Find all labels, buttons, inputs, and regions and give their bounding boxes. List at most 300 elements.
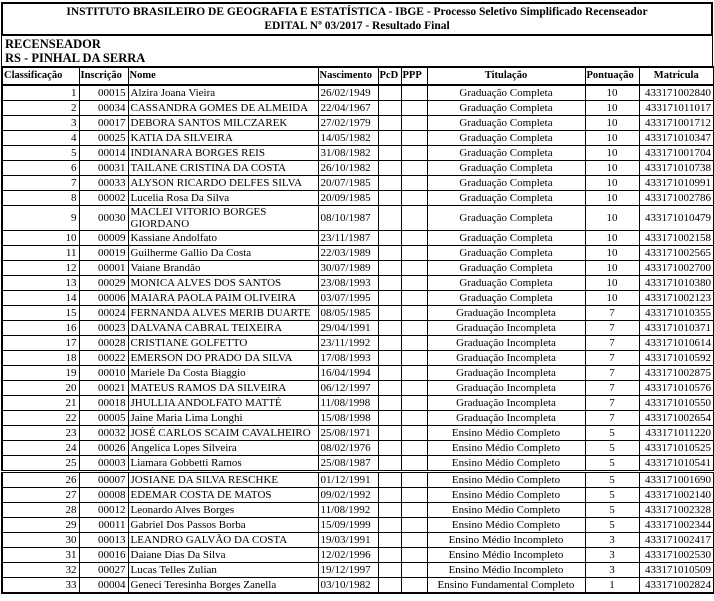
cell-classificacao: 18 [2,351,79,366]
cell-ppp [401,261,427,276]
cell-pontuacao: 3 [585,563,639,578]
cell-nome: Daiane Dias Da Silva [128,548,318,563]
table-row [2,366,714,381]
cell-titulacao: Graduação Completa [427,246,585,261]
table-row [2,291,714,306]
cell-pontuacao: 5 [585,456,639,472]
cell-matricula: 433171002344 [639,518,714,533]
cell-pontuacao: 10 [585,246,639,261]
cell-nome: EDEMAR COSTA DE MATOS [128,488,318,503]
cell-nascimento: 03/10/1982 [318,578,378,594]
cell-classificacao: 14 [2,291,79,306]
cell-inscricao: 00008 [79,488,128,503]
cell-ppp [401,503,427,518]
cell-pcd [378,411,401,426]
cell-classificacao: 7 [2,176,79,191]
cell-matricula: 433171001712 [639,116,714,131]
cell-matricula: 433171001704 [639,146,714,161]
table-row [2,472,714,488]
cell-ppp [401,291,427,306]
cell-pontuacao: 10 [585,261,639,276]
cell-classificacao: 2 [2,101,79,116]
cell-ppp [401,321,427,336]
cell-ppp [401,231,427,246]
cell-nascimento: 01/12/1991 [318,472,378,488]
cell-ppp [401,306,427,321]
cell-pontuacao: 7 [585,306,639,321]
cell-classificacao: 8 [2,191,79,206]
cell-inscricao: 00007 [79,472,128,488]
cell-pontuacao: 10 [585,146,639,161]
cell-pontuacao: 5 [585,518,639,533]
cell-classificacao: 17 [2,336,79,351]
cell-pcd [378,548,401,563]
cell-pcd [378,336,401,351]
cell-pontuacao: 10 [585,85,639,101]
cell-nome: Lucas Telles Zulian [128,563,318,578]
cell-ppp [401,366,427,381]
column-header-classificacao: Classificação [2,67,79,85]
cell-nascimento: 20/07/1985 [318,176,378,191]
cell-classificacao: 20 [2,381,79,396]
cell-pcd [378,456,401,472]
table-row [2,101,714,116]
table-row [2,131,714,146]
cell-classificacao: 26 [2,472,79,488]
cell-matricula: 433171010380 [639,276,714,291]
cell-pcd [378,231,401,246]
cell-ppp [401,411,427,426]
cell-pontuacao: 7 [585,336,639,351]
cell-inscricao: 00016 [79,548,128,563]
cell-pontuacao: 7 [585,321,639,336]
cell-pontuacao: 10 [585,176,639,191]
cell-classificacao: 12 [2,261,79,276]
cell-nome: DALVANA CABRAL TEIXEIRA [128,321,318,336]
cell-classificacao: 9 [2,206,79,231]
cell-nome: CASSANDRA GOMES DE ALMEIDA [128,101,318,116]
cell-ppp [401,472,427,488]
cell-inscricao: 00033 [79,176,128,191]
cell-titulacao: Graduação Completa [427,101,585,116]
table-row [2,206,714,231]
cell-pontuacao: 10 [585,116,639,131]
cell-nome: Gabriel Dos Passos Borba [128,518,318,533]
cell-nome: Guilherme Gallio Da Costa [128,246,318,261]
cell-matricula: 433171010550 [639,396,714,411]
document-page [1,2,713,594]
cell-titulacao: Graduação Completa [427,131,585,146]
cell-nascimento: 06/12/1997 [318,381,378,396]
cell-nome: EMERSON DO PRADO DA SILVA [128,351,318,366]
cell-ppp [401,116,427,131]
column-header-matricula: Matrícula [639,67,714,85]
cell-nascimento: 19/12/1997 [318,563,378,578]
cell-pcd [378,176,401,191]
cell-nome: MATEUS RAMOS DA SILVEIRA [128,381,318,396]
cell-inscricao: 00014 [79,146,128,161]
cell-titulacao: Ensino Médio Completo [427,503,585,518]
table-row [2,261,714,276]
table-row [2,321,714,336]
cell-classificacao: 24 [2,441,79,456]
cell-titulacao: Graduação Incompleta [427,366,585,381]
column-header-pontuacao: Pontuação [585,67,639,85]
cell-inscricao: 00019 [79,246,128,261]
cell-inscricao: 00028 [79,336,128,351]
cell-classificacao: 23 [2,426,79,441]
table-row [2,426,714,441]
cell-matricula: 433171010371 [639,321,714,336]
cell-pontuacao: 3 [585,533,639,548]
cell-pcd [378,291,401,306]
cell-pcd [378,206,401,231]
cell-nascimento: 27/02/1979 [318,116,378,131]
cell-nascimento: 31/08/1982 [318,146,378,161]
cell-titulacao: Graduação Incompleta [427,306,585,321]
cell-inscricao: 00003 [79,456,128,472]
cell-inscricao: 00009 [79,231,128,246]
cell-titulacao: Graduação Completa [427,191,585,206]
cell-inscricao: 00027 [79,563,128,578]
cell-pontuacao: 10 [585,276,639,291]
cell-matricula: 433171002875 [639,366,714,381]
cell-pcd [378,146,401,161]
cell-pcd [378,85,401,101]
cell-pcd [378,381,401,396]
cell-pcd [378,161,401,176]
section-location: RS - PINHAL DA SERRA [5,50,146,65]
cell-ppp [401,131,427,146]
cell-titulacao: Ensino Médio Completo [427,426,585,441]
cell-pcd [378,563,401,578]
cell-pcd [378,533,401,548]
cell-nome: Angelica Lopes Silveira [128,441,318,456]
cell-inscricao: 00021 [79,381,128,396]
table-row [2,276,714,291]
cell-ppp [401,548,427,563]
cell-pontuacao: 5 [585,441,639,456]
cell-classificacao: 30 [2,533,79,548]
cell-titulacao: Graduação Incompleta [427,411,585,426]
cell-matricula: 433171010614 [639,336,714,351]
cell-matricula: 433171002824 [639,578,714,594]
cell-classificacao: 13 [2,276,79,291]
cell-inscricao: 00002 [79,191,128,206]
cell-pcd [378,246,401,261]
cell-nome: Liamara Gobbetti Ramos [128,456,318,472]
cell-titulacao: Graduação Completa [427,291,585,306]
cell-titulacao: Graduação Completa [427,116,585,131]
cell-pontuacao: 5 [585,488,639,503]
cell-nascimento: 15/09/1999 [318,518,378,533]
cell-inscricao: 00022 [79,351,128,366]
cell-matricula: 433171010541 [639,456,714,472]
table-row [2,191,714,206]
cell-nascimento: 09/02/1992 [318,488,378,503]
cell-matricula: 433171010576 [639,381,714,396]
cell-ppp [401,176,427,191]
cell-titulacao: Ensino Médio Incompleto [427,548,585,563]
cell-matricula: 433171010592 [639,351,714,366]
cell-matricula: 433171002328 [639,503,714,518]
cell-nascimento: 19/03/1991 [318,533,378,548]
cell-inscricao: 00032 [79,426,128,441]
cell-ppp [401,276,427,291]
section-role: RECENSEADOR [5,37,101,51]
cell-nome: MAIARA PAOLA PAIM OLIVEIRA [128,291,318,306]
cell-nascimento: 15/08/1998 [318,411,378,426]
cell-inscricao: 00026 [79,441,128,456]
table-body [2,85,714,593]
cell-pontuacao: 7 [585,381,639,396]
cell-titulacao: Graduação Completa [427,161,585,176]
cell-classificacao: 16 [2,321,79,336]
cell-nascimento: 17/08/1993 [318,351,378,366]
cell-pcd [378,101,401,116]
title-line-1: INSTITUTO BRASILEIRO DE GEOGRAFIA E ESTATÍSTICA - IBGE - Processo Seletivo Simplificado Recenseador [66,6,648,18]
table-row [2,146,714,161]
cell-inscricao: 00005 [79,411,128,426]
cell-pontuacao: 7 [585,351,639,366]
cell-inscricao: 00031 [79,161,128,176]
cell-nome: Geneci Teresinha Borges Zanella [128,578,318,594]
table-header-row [2,67,714,85]
cell-ppp [401,381,427,396]
cell-nascimento: 16/04/1994 [318,366,378,381]
cell-classificacao: 32 [2,563,79,578]
table-row [2,456,714,472]
column-header-nascimento: Nascimento [318,67,378,85]
cell-matricula: 433171010479 [639,206,714,231]
cell-ppp [401,101,427,116]
cell-titulacao: Ensino Médio Completo [427,441,585,456]
cell-pontuacao: 7 [585,396,639,411]
cell-ppp [401,246,427,261]
cell-matricula: 433171011017 [639,101,714,116]
cell-titulacao: Ensino Médio Completo [427,488,585,503]
cell-nascimento: 20/09/1985 [318,191,378,206]
cell-inscricao: 00013 [79,533,128,548]
cell-matricula: 433171010991 [639,176,714,191]
cell-nome: LEANDRO GALVÃO DA COSTA [128,533,318,548]
cell-titulacao: Graduação Completa [427,206,585,231]
cell-classificacao: 10 [2,231,79,246]
cell-titulacao: Ensino Médio Completo [427,518,585,533]
cell-ppp [401,533,427,548]
cell-pcd [378,191,401,206]
cell-matricula: 433171002565 [639,246,714,261]
results-table [1,66,714,594]
cell-matricula: 433171002417 [639,533,714,548]
cell-pcd [378,276,401,291]
cell-matricula: 433171002786 [639,191,714,206]
table-row [2,246,714,261]
cell-nascimento: 14/05/1982 [318,131,378,146]
table-row [2,548,714,563]
table-row [2,578,714,594]
cell-inscricao: 00024 [79,306,128,321]
cell-inscricao: 00006 [79,291,128,306]
cell-nascimento: 23/11/1992 [318,336,378,351]
cell-inscricao: 00011 [79,518,128,533]
cell-matricula: 433171010525 [639,441,714,456]
cell-matricula: 433171002840 [639,85,714,101]
cell-titulacao: Ensino Médio Completo [427,472,585,488]
table-row [2,161,714,176]
title-line-2: EDITAL Nº 03/2017 - Resultado Final [264,20,450,32]
cell-nascimento: 23/08/1993 [318,276,378,291]
cell-titulacao: Graduação Incompleta [427,381,585,396]
cell-pcd [378,503,401,518]
cell-pontuacao: 5 [585,426,639,441]
cell-inscricao: 00004 [79,578,128,594]
cell-inscricao: 00023 [79,321,128,336]
cell-inscricao: 00025 [79,131,128,146]
table-row [2,231,714,246]
cell-nome: Kassiane Andolfato [128,231,318,246]
cell-nascimento: 26/10/1982 [318,161,378,176]
cell-pontuacao: 3 [585,548,639,563]
column-header-nome: Nome [128,67,318,85]
cell-ppp [401,85,427,101]
cell-matricula: 433171010355 [639,306,714,321]
cell-ppp [401,488,427,503]
cell-titulacao: Ensino Médio Completo [427,456,585,472]
cell-pontuacao: 7 [585,411,639,426]
cell-nome: Mariele Da Costa Biaggio [128,366,318,381]
cell-nascimento: 08/05/1985 [318,306,378,321]
cell-ppp [401,441,427,456]
cell-nome: JHULLIA ANDOLFATO MATTÉ [128,396,318,411]
cell-titulacao: Graduação Completa [427,176,585,191]
cell-matricula: 433171002158 [639,231,714,246]
cell-pontuacao: 10 [585,291,639,306]
table-row [2,176,714,191]
cell-classificacao: 15 [2,306,79,321]
cell-nascimento: 26/02/1949 [318,85,378,101]
cell-ppp [401,563,427,578]
cell-pcd [378,426,401,441]
cell-titulacao: Graduação Incompleta [427,396,585,411]
cell-nascimento: 12/02/1996 [318,548,378,563]
cell-nascimento: 29/04/1991 [318,321,378,336]
cell-pontuacao: 10 [585,191,639,206]
cell-pcd [378,351,401,366]
cell-pcd [378,518,401,533]
cell-nascimento: 25/08/1987 [318,456,378,472]
cell-pcd [378,472,401,488]
cell-ppp [401,146,427,161]
cell-classificacao: 27 [2,488,79,503]
cell-titulacao: Graduação Incompleta [427,351,585,366]
cell-pcd [378,488,401,503]
column-header-inscricao: Inscrição [79,67,128,85]
cell-classificacao: 22 [2,411,79,426]
cell-nome: MONICA ALVES DOS SANTOS [128,276,318,291]
cell-titulacao: Ensino Médio Incompleto [427,533,585,548]
table-row [2,85,714,101]
cell-pcd [378,366,401,381]
cell-nome: FERNANDA ALVES MERIB DUARTE [128,306,318,321]
cell-ppp [401,426,427,441]
cell-classificacao: 31 [2,548,79,563]
cell-ppp [401,336,427,351]
cell-nome: Vaiane Brandão [128,261,318,276]
cell-nome: TAILANE CRISTINA DA COSTA [128,161,318,176]
cell-nome: ALYSON RICARDO DELFES SILVA [128,176,318,191]
cell-pcd [378,306,401,321]
cell-titulacao: Graduação Completa [427,231,585,246]
cell-nome: JOSÉ CARLOS SCAIM CAVALHEIRO [128,426,318,441]
cell-matricula: 433171002700 [639,261,714,276]
cell-ppp [401,191,427,206]
cell-inscricao: 00034 [79,101,128,116]
cell-nascimento: 23/11/1987 [318,231,378,246]
cell-classificacao: 4 [2,131,79,146]
cell-pontuacao: 1 [585,578,639,594]
cell-nascimento: 22/04/1967 [318,101,378,116]
cell-nome: CRISTIANE GOLFETTO [128,336,318,351]
cell-inscricao: 00015 [79,85,128,101]
cell-titulacao: Graduação Completa [427,276,585,291]
table-row [2,351,714,366]
cell-ppp [401,161,427,176]
cell-pcd [378,396,401,411]
cell-pontuacao: 10 [585,161,639,176]
cell-titulacao: Graduação Completa [427,85,585,101]
cell-matricula: 433171002123 [639,291,714,306]
table-row [2,411,714,426]
cell-classificacao: 28 [2,503,79,518]
section-header [1,36,713,66]
cell-classificacao: 21 [2,396,79,411]
cell-matricula: 433171002530 [639,548,714,563]
cell-nascimento: 11/08/1998 [318,396,378,411]
cell-classificacao: 1 [2,85,79,101]
cell-pontuacao: 7 [585,366,639,381]
cell-matricula: 433171010509 [639,563,714,578]
cell-classificacao: 5 [2,146,79,161]
cell-pontuacao: 10 [585,101,639,116]
cell-pontuacao: 10 [585,131,639,146]
cell-titulacao: Graduação Incompleta [427,321,585,336]
cell-pcd [378,578,401,594]
cell-matricula: 433171011220 [639,426,714,441]
cell-pontuacao: 5 [585,472,639,488]
cell-matricula: 433171010738 [639,161,714,176]
cell-nome: Alzira Joana Vieira [128,85,318,101]
cell-nome: Lucelia Rosa Da Silva [128,191,318,206]
cell-nome: INDIANARA BORGES REIS [128,146,318,161]
cell-nascimento: 03/07/1995 [318,291,378,306]
cell-nascimento: 11/08/1992 [318,503,378,518]
table-row [2,116,714,131]
cell-matricula: 433171002654 [639,411,714,426]
column-header-titulacao: Titulação [427,67,585,85]
cell-titulacao: Graduação Completa [427,261,585,276]
cell-ppp [401,518,427,533]
cell-inscricao: 00029 [79,276,128,291]
table-row [2,306,714,321]
cell-nome: Jaine Maria Lima Longhi [128,411,318,426]
cell-inscricao: 00010 [79,366,128,381]
cell-classificacao: 33 [2,578,79,594]
cell-titulacao: Ensino Fundamental Completo [427,578,585,594]
cell-inscricao: 00018 [79,396,128,411]
table-row [2,503,714,518]
cell-pontuacao: 10 [585,206,639,231]
